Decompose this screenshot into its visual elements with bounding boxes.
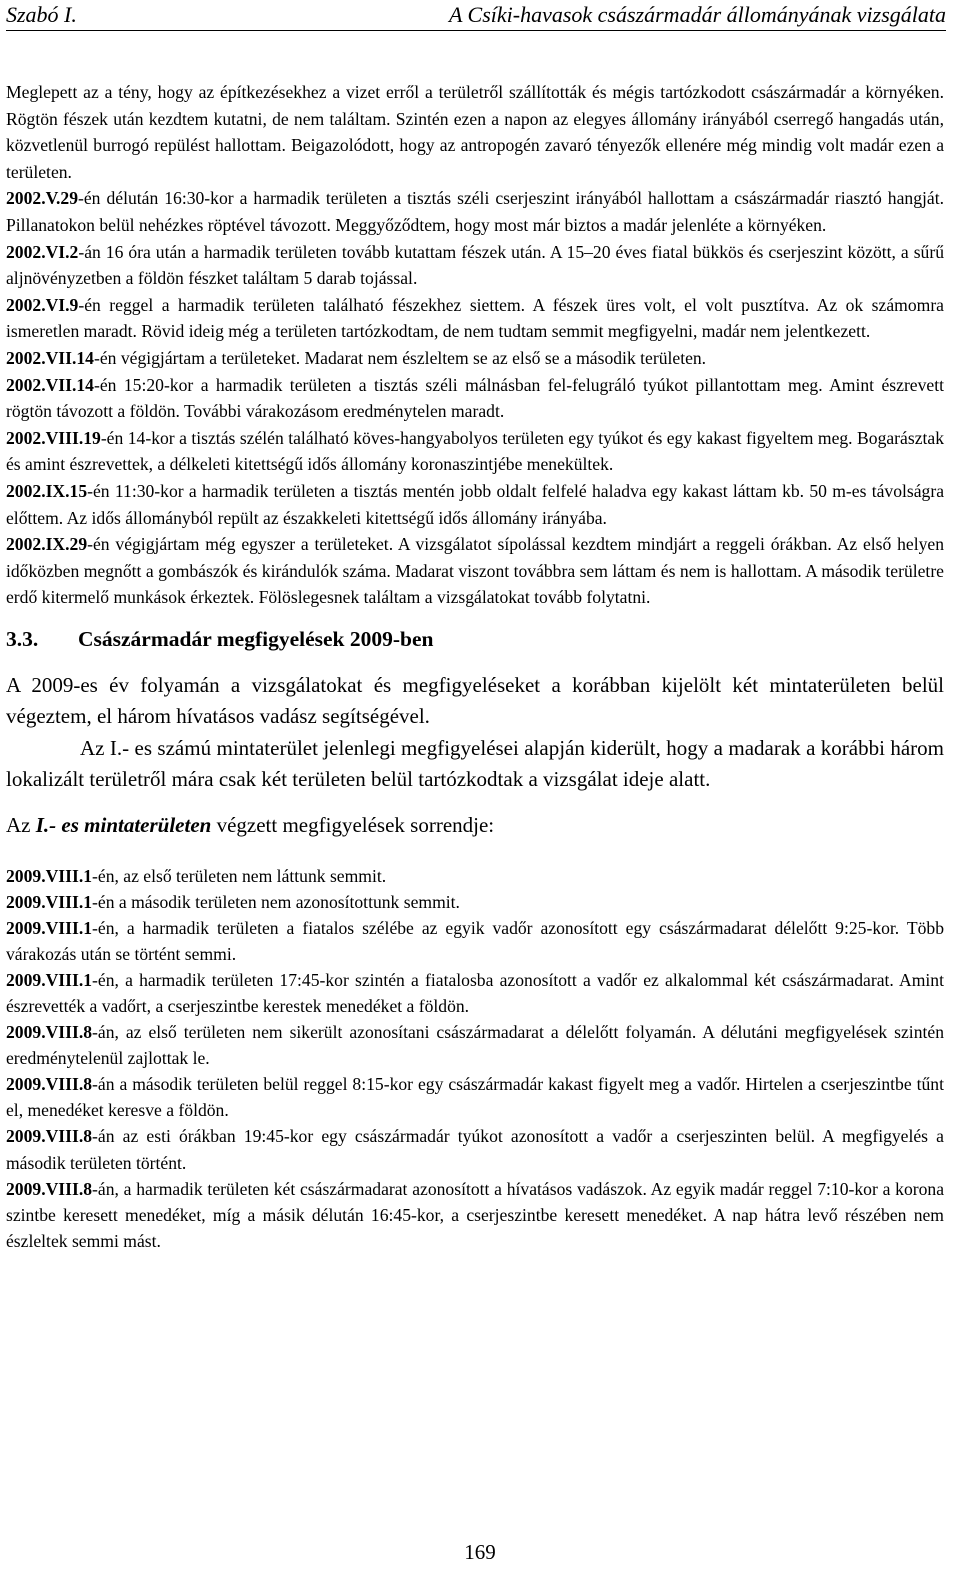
entry-date: 2002.IX.29: [6, 534, 88, 555]
page-number: 169: [464, 1540, 496, 1564]
section-paragraph-2: Az I.- es számú mintaterület jelenlegi megfigyelései alapján kiderült, hogy a madarak a korábbi három lokalizált területről mára csak két területen belül tartózkodtak a vizsgálat ideje alatt.: [6, 735, 944, 792]
entry-text: -én végigjártam még egyszer a területeket. A vizsgálatot sípolással kezdtem mindjárt a reggeli órákban. Az első helyen időközben megnőtt a gombászók és kirándulók száma. Madarat viszont továbbra sem láttam és nem is hallottam. A második területre erdő kitermelő munkások érkeztek. Fölöslegesnek találtam a vizsgálatokat tovább folytatni.: [6, 534, 944, 608]
entry-text: -én végigjártam a területeket. Madarat nem észleltem se az első se a második területen.: [93, 347, 707, 368]
entry-2002-3: [6, 345, 944, 372]
running-header: [6, 0, 946, 31]
entry-date: 2002.VII.14: [6, 374, 94, 395]
entry-2009-5: [6, 1071, 944, 1123]
entry-date: 2009.VIII.1: [6, 969, 93, 990]
entry-date: 2009.VIII.1: [6, 917, 93, 938]
entry-2009-4: [6, 1019, 944, 1071]
entry-date: 2009.VIII.8: [6, 1022, 93, 1043]
entry-date: 2009.VIII.8: [6, 1126, 93, 1147]
header-author: Szabó I.: [6, 2, 77, 27]
entry-2009-2: [6, 915, 944, 967]
entry-text: -án, a harmadik területen két császármadarat azonosított a hívatásos vadászok. Az egyik madár reggel 7:10-kor a korona szintbe keresett menedéket, míg a másik délután 16:45-kor, a cserjeszintbe keresett menedéket. A nap hátra levő részében nem észleltek semmi mást.: [6, 1178, 944, 1251]
entry-text: -án az esti órákban 19:45-kor egy császármadár tyúkot azonosított a vadőr a cserjeszinten belül. A megfigyelés a második területen történt.: [6, 1126, 944, 1173]
section-body: [6, 670, 944, 796]
entry-text: -én reggel a harmadik területen található fészekhez siettem. A fészek üres volt, el volt pusztítva. Az ok számomra ismeretlen maradt. Rövid ideig még a területen tartózkodtam, de nem tudtam semmit megfigyelni, madár nem jelentkezett.: [6, 294, 944, 342]
entry-2002-5: [6, 425, 944, 478]
entry-text: -én, a harmadik területen 17:45-kor szintén a fiatalosba azonosított a vadőr ez alkalommal két császármadarat. Amint észrevették a vadőrt, a cserjeszintbe kerestek menedéket a földön.: [6, 969, 944, 1016]
entry-2002-0: [6, 185, 944, 238]
entry-text: -én, az első területen nem láttunk semmit.: [92, 865, 387, 886]
entry-text: -én, a harmadik területen a fiatalos szélébe az egyik vadőr azonosított egy császármadarat délelőtt 9:25-kor. Több várakozás után se történt semmi.: [6, 917, 944, 964]
entry-text: -án 16 óra után a harmadik területen tovább kutattam fészek után. A 15–20 éves fiatal bükkös és cserjeszint között, a sűrű aljnövényzetben a földön fészket találtam 5 darab tojással.: [6, 241, 944, 289]
entry-2002-2: [6, 292, 944, 345]
entry-date: 2009.VIII.1: [6, 891, 93, 912]
entry-date: 2002.VIII.19: [6, 427, 101, 448]
entry-text: -én 14-kor a tisztás szélén található köves-hangyabolyos területen egy tyúkot és egy kakast figyeltem meg. Bogarásztak és amint észrevettek, a délkeleti kitettségű idős állomány koronaszintjébe menekültek.: [6, 427, 944, 475]
entry-2009-0: [6, 863, 944, 889]
entry-text: -án, az első területen nem sikerült azonosítani császármadarat a délelőtt folyamán. A délutáni megfigyelések szintén eredménytelenül zajlottak le.: [6, 1022, 944, 1069]
observations-title-emphasis: I.- es mintaterületen: [35, 812, 212, 837]
entry-date: 2002.IX.15: [6, 480, 88, 501]
observations-title: [6, 810, 944, 840]
entry-2002-4: [6, 372, 944, 425]
field-notes-2002: [6, 79, 944, 611]
header-title: A Csíki-havasok császármadár állományának vizsgálata: [448, 2, 946, 27]
entry-2009-7: [6, 1176, 944, 1254]
observations-title-prefix: Az: [6, 812, 36, 837]
entry-date: 2002.V.29: [6, 188, 79, 209]
section-number: 3.3.: [6, 626, 39, 651]
entry-text: -én 11:30-kor a harmadik területen a tisztás mentén jobb oldalt felfelé haladva egy kakast láttam kb. 50 m-es távolságra előttem. Az idős állományból repült az északkeleti kitettségű idős állomány irányába.: [6, 480, 944, 528]
observations-title-suffix: végzett megfigyelések sorrendje:: [211, 812, 495, 837]
entry-date: 2002.VII.14: [6, 347, 94, 368]
entry-text: -án a második területen belül reggel 8:15-kor egy császármadár kakast figyelt meg a vadőr. Hirtelen a cserjeszintbe tűnt el, menedéket keresve a földön.: [6, 1074, 944, 1121]
entry-date: 2009.VIII.1: [6, 865, 93, 886]
field-notes-2009: [6, 863, 944, 1254]
entry-date: 2009.VIII.8: [6, 1074, 93, 1095]
page-content: [6, 79, 944, 1254]
entry-2009-1: [6, 889, 944, 915]
section-title: Császármadár megfigyelések 2009-ben: [78, 626, 434, 651]
entry-2002-1: [6, 239, 944, 292]
entry-2002-7: [6, 531, 944, 611]
entry-2009-3: [6, 967, 944, 1019]
entry-text: -én 15:20-kor a harmadik területen a tisztás széli málnásban fel-felugráló tyúkot pillantottam meg. Amint észrevett rögtön távozott a földön. További várakozásom eredménytelen maradt.: [6, 374, 944, 422]
entry-date: 2002.VI.2: [6, 241, 79, 262]
section-paragraph-1: A 2009-es év folyamán a vizsgálatokat és megfigyeléseket a korábban kijelölt két mintaterületen belül végeztem, el három hívatásos vadász segítségével.: [6, 672, 944, 729]
entry-text: -én délután 16:30-kor a harmadik területen a tisztás széli cserjeszint irányából hallottam a császármadár riasztó hangját. Pillanatokon belül nehézkes röptével távozott. Meggyőződtem, hogy most már biztos a madár jelenléte a környéken.: [6, 188, 944, 235]
entry-text: -én a második területen nem azonosítottunk semmit.: [92, 891, 460, 912]
entry-date: 2002.VI.9: [6, 294, 79, 315]
entry-2002-6: [6, 478, 944, 531]
entry-date: 2009.VIII.8: [6, 1178, 93, 1199]
section-heading: [6, 624, 944, 654]
intro-paragraph: Meglepett az a tény, hogy az építkezésekhez a vizet erről a területről szállították és mégis tartózkodott császármadár a környéken. Rögtön fészek után kezdtem kutatni, de nem találtam. Szintén ezen a napon az elegyes állomány irányából cserregő hangadás után, közvetlenül burrogó repülést hallottam. Beigazolódott, hogy az antropogén zavaró tényezők ellenére még mindig volt madár ezen a területen.: [6, 82, 944, 182]
entry-2009-6: [6, 1123, 944, 1175]
